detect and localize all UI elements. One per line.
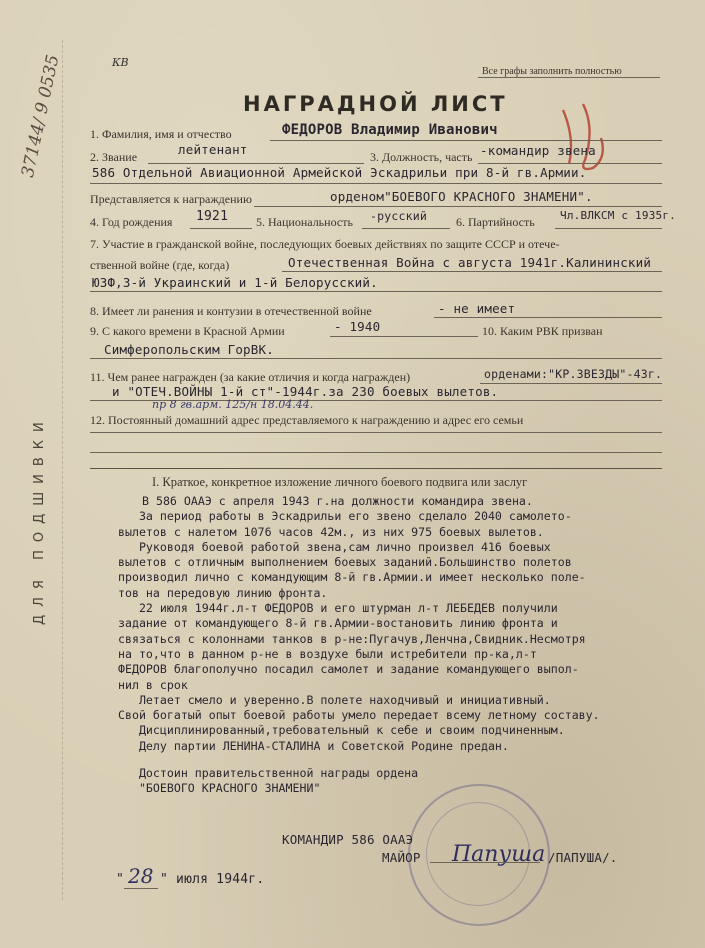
- field-10-label: 10. Каким РВК призван: [482, 324, 603, 338]
- field-10-rule: [90, 358, 662, 359]
- narrative-line: За период работы в Эскадрильи его звено сделало 2040 самолето-: [118, 509, 572, 524]
- narrative-line: вылетов с налетом 1076 часов 42м., из них 975 боевых вылетов.: [118, 524, 544, 539]
- header-rule: [478, 77, 660, 78]
- field-4-label: 4. Год рождения: [90, 215, 173, 229]
- field-11-handwritten-note: пр 8 гв.арм. 125/н 18.04.44.: [152, 398, 314, 411]
- field-12-label: 12. Постоянный домашний адрес представляемого к награждению и адрес его семьи: [90, 413, 524, 427]
- field-8-label: 8. Имеет ли ранения и контузии в отечественной войне: [90, 304, 372, 318]
- field-7-label-cont: ственной войне (где, когда): [90, 258, 230, 272]
- document-title: НАГРАДНОЙ ЛИСТ: [243, 92, 508, 116]
- field-5-label: 5. Национальность: [256, 215, 353, 229]
- field-10-value: Симферопольским ГорВК.: [104, 342, 274, 357]
- field-6-value: Чл.ВЛКСМ с 1935г.: [560, 209, 676, 222]
- unit-rule: [90, 183, 662, 184]
- fold-line: [62, 40, 63, 900]
- commander-rank: МАЙОР: [382, 850, 421, 865]
- fill-instructions: Все графы заполнить полностью: [482, 66, 622, 77]
- field-3-rule: [478, 163, 662, 164]
- field-6-rule: [555, 228, 662, 229]
- field-9-label: 9. С какого времени в Красной Армии: [90, 324, 285, 338]
- field-3-label: 3. Должность, часть: [370, 150, 473, 164]
- field-9-value: - 1940: [334, 319, 381, 334]
- field-12-rule: [90, 432, 662, 433]
- archive-margin-note: 37144/ 9 0535: [18, 53, 64, 180]
- field-1-value: ФЕДОРОВ Владимир Иванович: [282, 122, 498, 138]
- field-1-label: 1. Фамилия, имя и отчество: [90, 127, 232, 141]
- date-open-quote: ": [116, 872, 125, 887]
- field-11-value: орденами:"КР.ЗВЕЗДЫ"-43г.: [484, 367, 663, 381]
- field-6-label: 6. Партийность: [456, 215, 535, 229]
- field-7-value: Отечественная Война с августа 1941г.Калининский: [288, 255, 652, 270]
- date-rest: " июля 1944г.: [160, 872, 265, 887]
- narrative-line: задание от командующего 8-й гв.Армии-востановить линию фронта и: [118, 616, 558, 631]
- field-11-value-cont: и "ОТЕЧ.ВОЙНЫ 1-й ст"-1944г.за 230 боевых вылетов.: [112, 384, 499, 399]
- narrative-line: Летает смело и уверенно.В полете находчивый и инициативный.: [118, 692, 551, 707]
- date-day: 28: [128, 864, 154, 888]
- commander-signature: Папуша: [452, 842, 546, 867]
- narrative-line: "БОЕВОГО КРАСНОГО ЗНАМЕНИ": [118, 781, 321, 796]
- narrative-line: [118, 754, 698, 766]
- field-7-rule: [282, 271, 662, 272]
- field-2-value: лейтенант: [178, 142, 248, 157]
- narrative-line: 22 июля 1944г.л-т ФЕДОРОВ и его штурман л-т ЛЕБЕДЕВ получили: [118, 601, 558, 616]
- archive-mark: КВ: [112, 56, 129, 69]
- narrative-line: вылетов с отличным выполнением боевых заданий.Большинство полетов: [118, 555, 572, 570]
- commander-name: /ПАПУША/.: [548, 850, 618, 865]
- field-4-rule: [190, 228, 252, 229]
- narrative-line: тов на передовую линию фронта.: [118, 585, 328, 600]
- narrative-line: на то,что в данном р-не в воздухе были истребители пр-ка,л-т: [118, 646, 537, 661]
- narrative-line: Свой богатый опыт боевой работы умело передает всему летному составу.: [118, 708, 600, 723]
- presented-value: орденом"БОЕВОГО КРАСНОГО ЗНАМЕНИ".: [330, 189, 593, 204]
- narrative-line: нил в срок: [118, 677, 188, 692]
- field-7-rule-2: [90, 291, 662, 292]
- narrative-line: Достоин правительственной награды ордена: [118, 766, 419, 781]
- narrative-line: Делу партии ЛЕНИНА-СТАЛИНА и Советской Родине предан.: [118, 738, 509, 753]
- unit-line: 586 Отдельной Авиационной Армейской Эскадрильи при 8-й гв.Армии.: [92, 165, 587, 180]
- field-12-rule-2: [90, 452, 662, 453]
- narrative-line: Руководя боевой работой звена,сам лично произвел 416 боевых: [118, 539, 551, 554]
- field-11-label: 11. Чем ранее награжден (за какие отличия и когда награжден): [90, 370, 411, 384]
- narrative-line: связаться с колоннами танков в р-не:Пугачув,Ленчна,Свидник.Несмотря: [118, 631, 586, 646]
- field-8-rule: [434, 317, 662, 318]
- narrative-line: производил лично с командующим 8-й гв.Армии.и имеет несколько поле-: [118, 570, 586, 585]
- field-8-value: - не имеет: [438, 301, 516, 316]
- award-sheet: 37144/ 9 0535 КВ Все графы заполнить полностью НАГРАДНОЙ ЛИСТ 1. Фамилия, имя и отчество ФЕДОРОВ Владимир Иванович 2. Звание лейтенант 3. Должность, часть -командир звена 586 Отдельной Авиационной Армейской Эскадрильи при 8-й гв.Армии. Представляется к награждению орденом"БОЕВОГО КРАСНОГО ЗНАМЕНИ". 4. Год рождения 1921 5. Национальность -русский 6. Партийность Чл.ВЛКСМ с 1935г. 7. Участие в гражданской войне, последующих боевых действиях по защите СССР и отече- ственной войне (где, когда) Отечественная Война с августа 1941г.Калининский ЮЗФ,3-й Украинский и 1-й Белорусский. 8. Имеет ли ранения и контузии в отечественной войне - не имеет 9. С какого времени в Красной Армии - 1940 10. Каким РВК призван Симферопольским ГорВК. 11. Чем ранее награжден (за какие отличия и когда награжден) орденами:"КР.ЗВЕЗДЫ"-43г. и "ОТЕЧ.ВОЙНЫ 1-й ст"-1944г.за 230 боевых вылетов. пр 8 гв.арм. 125/н 18.04.44. 12. Постоянный домашний адрес представляемого к награждению и адрес его семьи I. Краткое, конкретное изложение личного боевого подвига или заслуг ДЛЯ ПОДШИВКИ В 586 ОААЭ с апреля 1943 г.на должности командира звена. За период работы в Эскадрильи его звено сделало 2040 самолето- вылетов с налетом 1076 часов 42м., из них 975 боевых вылетов. Руководя боевой работой звена,сам лично произвел 416 боевых вылетов с отличным выполнением боевых заданий.Большинство полетов производил лично с командующим 8-й гв.Армии.и имеет несколько поле- тов на передовую линию фронта. 22 июля 1944г.л-т ФЕДОРОВ и его штурман л-т ЛЕБЕДЕВ получили задание от командующего 8-й гв.Армии-востановить линию фронта и связаться с колоннами танков в р-не:Пугачув,Ленчна,Свидник.Несмотря на то,что в данном р-не в воздухе были истребители пр-ка,л-т ФЕДОРОВ благополучно посадил самолет и задание командующего выпол- нил в срок Летает смело и уверенно.В полете находчивый и инициативный. Свой богатый опыт боевой работы умело передает всему летному составу. Дисциплинированный,требовательный к себе и своим подчиненным. Делу партии ЛЕНИНА-СТАЛИНА и Советской Родине предан. Достоин правительственной награды ордена "БОЕВОГО КРАСНОГО ЗНАМЕНИ" КОМАНДИР 586 ОААЭ МАЙОР Папуша /ПАПУША/. " 28 " июля 1944г.: [0, 0, 705, 948]
- field-3-value: -командир звена: [480, 143, 596, 158]
- presented-rule: [254, 206, 662, 207]
- presented-label: Представляется к награждению: [90, 192, 252, 206]
- field-7-value-cont: ЮЗФ,3-й Украинский и 1-й Белорусский.: [92, 275, 378, 290]
- commander-title: КОМАНДИР 586 ОААЭ: [282, 832, 414, 847]
- section-divider: [90, 468, 662, 469]
- field-11-rule: [480, 383, 662, 384]
- narrative-line: ФЕДОРОВ благополучно посадил самолет и задание командующего выпол-: [118, 662, 579, 677]
- field-2-rule: [148, 163, 364, 164]
- signature-rule: [430, 862, 540, 863]
- narrative-line: Дисциплинированный,требовательный к себе и своим подчиненным.: [118, 723, 565, 738]
- field-2-label: 2. Звание: [90, 150, 138, 164]
- narrative-text: [118, 494, 698, 797]
- field-9-rule: [330, 336, 478, 337]
- field-5-rule: [362, 228, 450, 229]
- field-7-label: 7. Участие в гражданской войне, последующих боевых действиях по защите СССР и отече-: [90, 237, 560, 251]
- field-5-value: -русский: [370, 209, 427, 223]
- field-4-value: 1921: [196, 209, 229, 224]
- section-heading: I. Краткое, конкретное изложение личного боевого подвига или заслуг: [152, 475, 528, 489]
- field-1-rule: [270, 140, 662, 141]
- date-rule: [124, 888, 158, 889]
- narrative-line: В 586 ОААЭ с апреля 1943 г.на должности командира звена.: [142, 494, 533, 508]
